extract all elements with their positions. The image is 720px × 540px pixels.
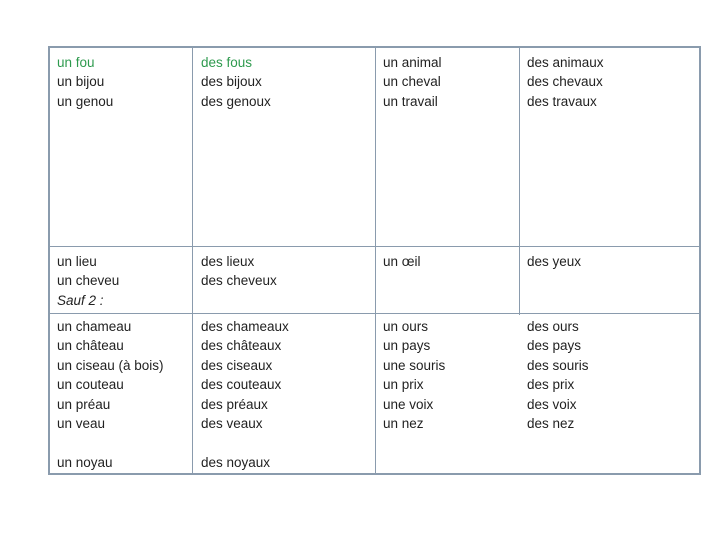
spacer-line: [57, 433, 164, 452]
cell-r2-c2: [201, 252, 277, 291]
word: un cheval: [383, 74, 441, 90]
col-divider-2: [375, 48, 376, 473]
word: un pays: [383, 338, 431, 354]
exception-note: Sauf 2 :: [57, 292, 104, 308]
word: une voix: [383, 396, 434, 412]
word: un œil: [383, 254, 421, 269]
spacer-line: [201, 433, 289, 452]
word: des préaux: [201, 396, 268, 412]
col-divider-1: [192, 48, 193, 473]
cell-r3-c3: [383, 317, 445, 433]
word: des noyaux: [201, 454, 271, 470]
cell-r2-c3: [383, 252, 421, 271]
word: des chameaux: [201, 319, 289, 334]
word: des souris: [527, 357, 589, 373]
word: un ciseau (à bois): [57, 357, 164, 373]
word: des voix: [527, 396, 577, 412]
word: des pays: [527, 338, 582, 354]
word-plural-fous: des fous: [201, 55, 253, 70]
word: un bijou: [57, 74, 105, 90]
cell-r1-c4: [527, 53, 604, 111]
word: un genou: [57, 93, 114, 109]
col-divider-3: [519, 48, 520, 315]
word: des couteaux: [201, 377, 282, 393]
word: un couteau: [57, 377, 124, 393]
word: un animal: [383, 55, 442, 70]
word: un préau: [57, 396, 111, 412]
word: des cheveux: [201, 273, 277, 289]
word: un noyau: [57, 454, 113, 470]
word: un prix: [383, 377, 424, 393]
word: un travail: [383, 93, 438, 109]
word: des veaux: [201, 415, 263, 431]
cell-r1-c2: [201, 53, 271, 111]
word: des travaux: [527, 93, 597, 109]
word: des chevaux: [527, 74, 603, 90]
plural-table: [48, 46, 701, 475]
word: un chameau: [57, 319, 132, 334]
cell-r1-c1: [57, 53, 113, 111]
word: des genoux: [201, 93, 271, 109]
word: un veau: [57, 415, 106, 431]
word: un cheveu: [57, 273, 120, 289]
word: une souris: [383, 357, 446, 373]
word: un château: [57, 338, 124, 354]
word: des yeux: [527, 254, 582, 269]
word: des prix: [527, 377, 575, 393]
cell-r3-c2: [201, 317, 289, 472]
cell-r2-c1: [57, 252, 119, 310]
word-singular-fou: un fou: [57, 55, 95, 70]
cell-r1-c3: [383, 53, 442, 111]
word: des châteaux: [201, 338, 282, 354]
word: des lieux: [201, 254, 255, 269]
cell-r3-c4: [527, 317, 589, 433]
word: un ours: [383, 319, 429, 334]
word: des ciseaux: [201, 357, 273, 373]
word: des animaux: [527, 55, 604, 70]
word: un lieu: [57, 254, 97, 269]
word: des ours: [527, 319, 579, 334]
word: des bijoux: [201, 74, 262, 90]
cell-r2-c4: [527, 252, 581, 271]
word: des nez: [527, 415, 575, 431]
cell-r3-c1: [57, 317, 164, 472]
word: un nez: [383, 415, 424, 431]
